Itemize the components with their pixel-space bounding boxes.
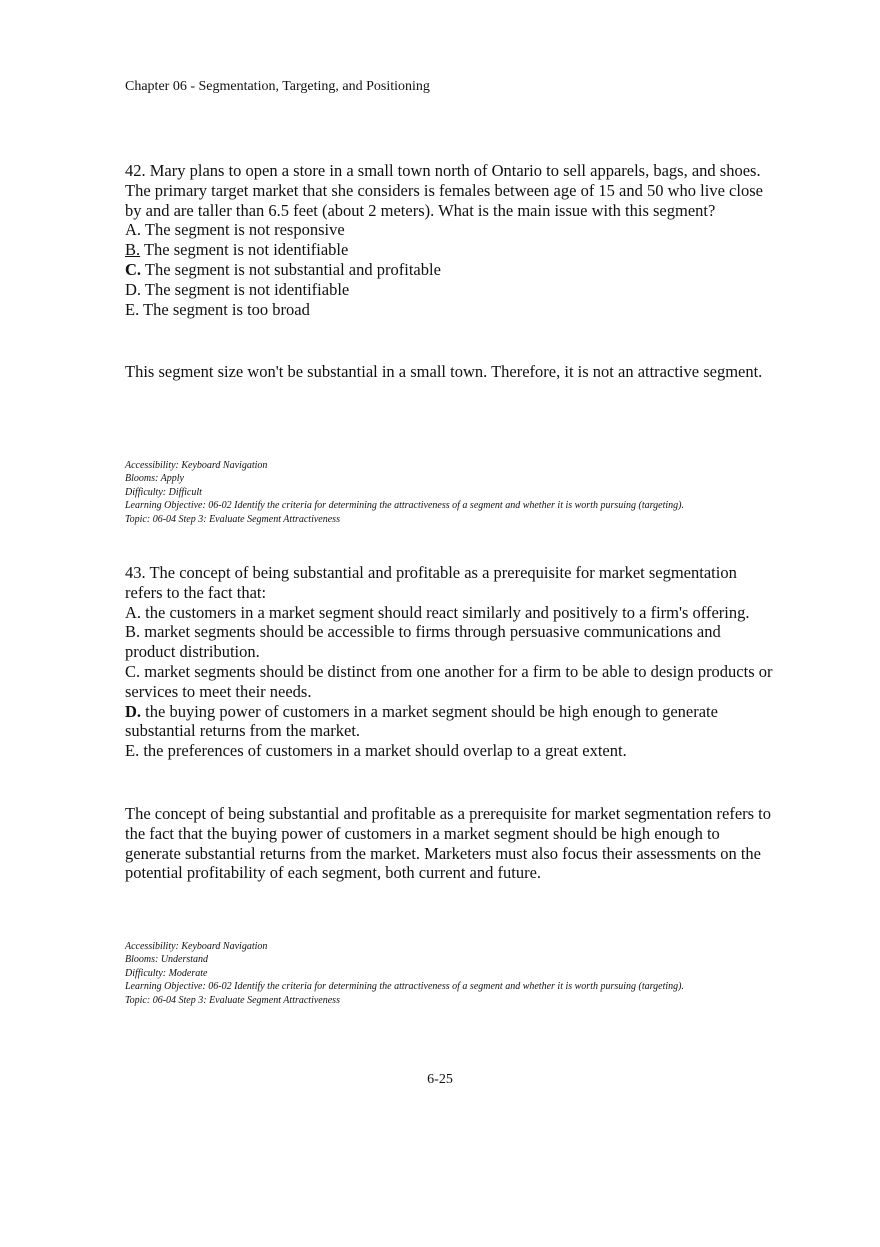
- option-d: [125, 280, 775, 300]
- option-c-correct: [125, 260, 775, 280]
- question-stem: 42. Mary plans to open a store in a small town north of Ontario to sell apparels, bags, and shoes. The primary target market that she considers is females between age of 15 and 50 who live close by and are taller than 6.5 feet (about 2 meters). What is the main issue with this segment?: [125, 161, 763, 220]
- option-letter: B.: [125, 622, 141, 642]
- meta-blooms: Blooms: Apply: [125, 473, 184, 485]
- option-a: [125, 220, 775, 240]
- question-stem: 43. The concept of being substantial and profitable as a prerequisite for market segmentation refers to the fact that:: [125, 563, 737, 602]
- meta-learning-objective: Learning Objective: 06-02 Identify the criteria for determining the attractiveness of a segment and whether it is worth pursuing (targeting).: [125, 981, 684, 993]
- metadata-43: [125, 940, 805, 1007]
- option-text: The segment is too broad: [139, 299, 310, 319]
- option-letter: D.: [125, 701, 142, 721]
- page-number: 6-25: [427, 1072, 453, 1087]
- option-text: the customers in a market segment should react similarly and positively to a firm's offering.: [141, 602, 750, 622]
- option-b: [125, 622, 775, 662]
- option-letter: B.: [125, 240, 141, 260]
- option-letter: A.: [125, 602, 142, 622]
- option-e: [125, 741, 775, 761]
- meta-blooms: Blooms: Understand: [125, 954, 209, 966]
- option-letter: D.: [125, 279, 142, 299]
- meta-difficulty: Difficulty: Moderate: [125, 967, 208, 979]
- option-a: [125, 603, 775, 623]
- metadata-42: [125, 459, 805, 526]
- option-letter: A.: [125, 220, 142, 240]
- option-letter: C.: [125, 259, 142, 279]
- option-text: The segment is not responsive: [141, 220, 345, 240]
- question-43: [125, 563, 775, 761]
- option-text: the preferences of customers in a market should overlap to a great extent.: [139, 741, 627, 761]
- option-text: market segments should be distinct from one another for a firm to be able to design products or services to meet their needs.: [125, 661, 773, 701]
- option-text: The segment is not identifiable: [141, 279, 350, 299]
- page-header: Chapter 06 - Segmentation, Targeting, and Positioning: [125, 79, 430, 94]
- meta-accessibility: Accessibility: Keyboard Navigation: [125, 460, 268, 471]
- option-letter: E.: [125, 299, 140, 319]
- meta-topic: Topic: 06-04 Step 3: Evaluate Segment Attractiveness: [125, 994, 340, 1006]
- meta-accessibility: Accessibility: Keyboard Navigation: [125, 941, 268, 952]
- option-c: [125, 662, 775, 702]
- meta-difficulty: Difficulty: Difficult: [125, 486, 202, 498]
- meta-learning-objective: Learning Objective: 06-02 Identify the criteria for determining the attractiveness of a segment and whether it is worth pursuing (targeting).: [125, 500, 684, 512]
- option-letter: E.: [125, 741, 140, 761]
- option-e: [125, 300, 775, 320]
- option-text: The segment is not identifiable: [140, 240, 349, 260]
- explanation-43: The concept of being substantial and profitable as a prerequisite for market segmentation refers to the fact that the buying power of customers in a market segment should be high enough to generate substantial returns from the market. Marketers must also focus their assessments on the potential profitability of each segment, both current and future.: [125, 804, 772, 883]
- option-letter: C.: [125, 661, 141, 681]
- question-42: [125, 161, 775, 319]
- option-text: market segments should be accessible to firms through persuasive communications and product distribution.: [125, 622, 721, 662]
- option-text: The segment is not substantial and profitable: [141, 259, 441, 279]
- option-text: the buying power of customers in a market segment should be high enough to generate substantial returns from the market.: [125, 701, 718, 741]
- explanation-42: This segment size won't be substantial in a small town. Therefore, it is not an attractive segment.: [125, 362, 763, 381]
- option-b: [125, 240, 775, 260]
- meta-topic: Topic: 06-04 Step 3: Evaluate Segment Attractiveness: [125, 513, 340, 525]
- option-d-correct: [125, 702, 775, 742]
